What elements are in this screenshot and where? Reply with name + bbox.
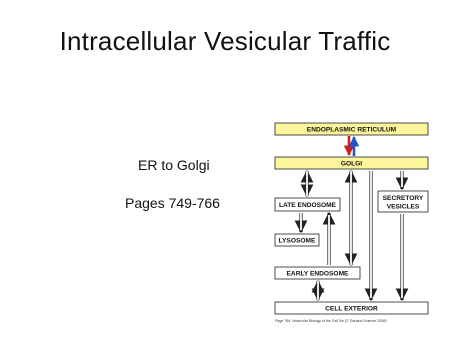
cell-exterior-label: CELL EXTERIOR — [325, 305, 378, 313]
slide-subtitle: ER to Golgi — [138, 157, 210, 173]
figure-caption: Page 764. Molecular Biology of the Cell 5/e (© Garland Science 2008) — [275, 319, 387, 323]
slide-title: Intracellular Vesicular Traffic — [59, 26, 391, 56]
late-endosome-label: LATE ENDOSOME — [278, 202, 337, 209]
early-endosome-label: EARLY ENDOSOME — [286, 270, 349, 278]
secretory-vesicles-box — [378, 191, 428, 212]
secretory-label-line1: SECRETORY — [382, 195, 424, 202]
late-endosome-box — [275, 198, 340, 211]
lysosome-box — [275, 234, 319, 246]
secretory-label-line2: VESICLES — [386, 203, 420, 211]
page-reference: Pages 749-766 — [125, 195, 220, 211]
golgi-box — [275, 157, 428, 169]
er-box — [275, 123, 428, 135]
golgi-label: GOLGI — [340, 160, 363, 168]
early-endosome-box — [275, 267, 360, 279]
lysosome-label: LYSOSOME — [278, 237, 316, 245]
cell-exterior-box — [275, 302, 428, 314]
er-label: ENDOPLASMIC RETICULUM — [306, 126, 397, 134]
